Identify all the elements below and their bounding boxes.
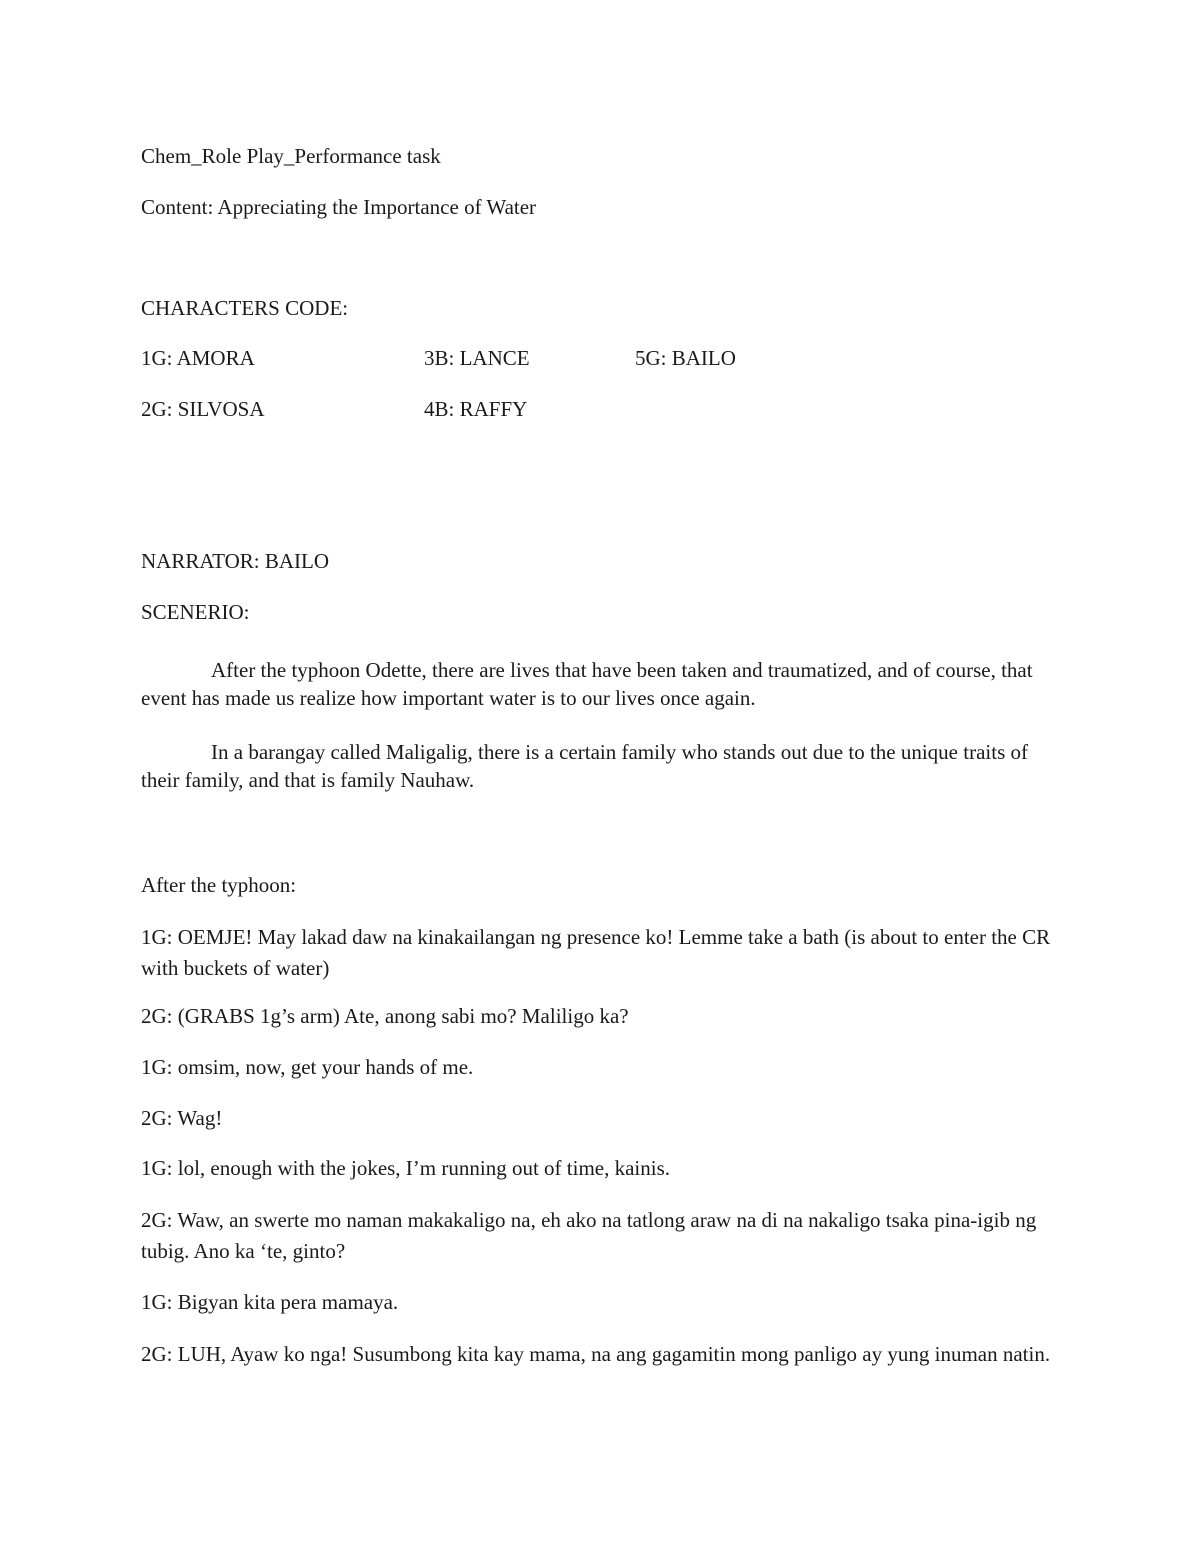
narrator-line: NARRATOR: BAILO	[141, 549, 330, 573]
dialogue-line: 2G: (GRABS 1g’s arm) Ate, anong sabi mo? Maliligo ka?	[141, 1004, 629, 1028]
dialogue-line: 1G: omsim, now, get your hands of me.	[141, 1055, 474, 1079]
scenario-paragraph: In a barangay called Maligalig, there is a certain family who stands out due to the unique traits of their family, and that is family Nauhaw.	[141, 740, 1028, 792]
document-title: Chem_Role Play_Performance task	[141, 144, 441, 168]
scenario-paragraph: After the typhoon Odette, there are lives that have been taken and traumatized, and of course, that event has made us realize how important water is to our lives once again.	[141, 658, 1033, 710]
scenario-heading: SCENERIO:	[141, 600, 250, 624]
character-code: 2G: SILVOSA	[141, 397, 265, 421]
content-line: Content: Appreciating the Importance of Water	[141, 195, 537, 219]
character-code: 1G: AMORA	[141, 346, 255, 370]
character-code: 4B: RAFFY	[424, 397, 528, 421]
dialogue-line: 1G: lol, enough with the jokes, I’m running out of time, kainis.	[141, 1156, 671, 1180]
characters-heading: CHARACTERS CODE:	[141, 296, 349, 320]
section-heading: After the typhoon:	[141, 873, 297, 897]
dialogue-line: 1G: Bigyan kita pera mamaya.	[141, 1290, 399, 1314]
character-code: 5G: BAILO	[635, 346, 736, 370]
character-code: 3B: LANCE	[424, 346, 530, 370]
dialogue-line: 2G: Wag!	[141, 1106, 223, 1130]
dialogue-line: 2G: LUH, Ayaw ko nga! Susumbong kita kay mama, na ang gagamitin mong panligo ay yung inuman natin.	[141, 1342, 1051, 1366]
dialogue-line: 1G: OEMJE! May lakad daw na kinakailangan ng presence ko! Lemme take a bath (is about to enter the CR with buckets of water)	[141, 925, 1051, 980]
dialogue-line: 2G: Waw, an swerte mo naman makakaligo na, eh ako na tatlong araw na di na nakaligo tsaka pina-igib ng tubig. Ano ka ‘te, ginto?	[141, 1208, 1037, 1263]
